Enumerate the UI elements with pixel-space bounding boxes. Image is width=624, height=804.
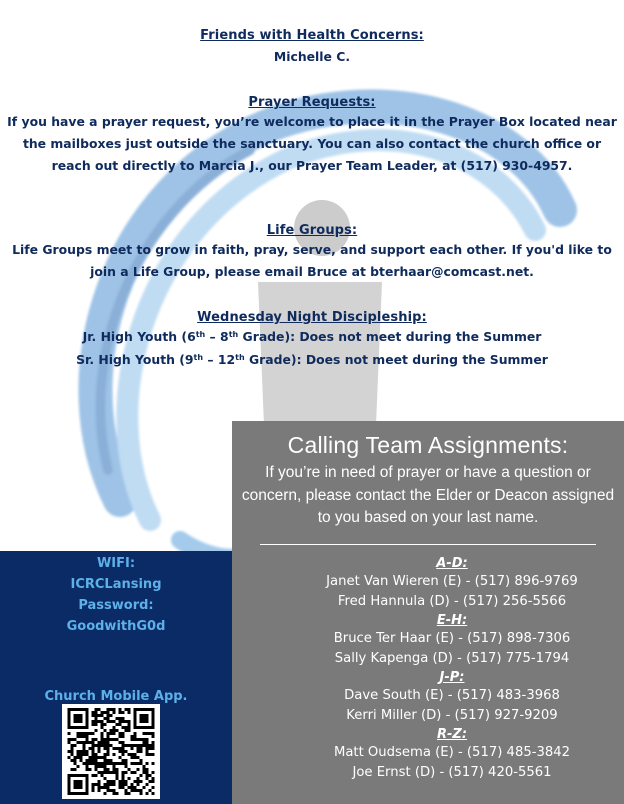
group-label-e-h: E-H:: [436, 612, 468, 628]
prayer-requests-text: If you have a prayer request, you’re welcome to place it in the Prayer Box located near the mailboxes just outside the sanctuary. You can also contact the church office or reach out directly to Marcia J., our Prayer Team Leader, at (517) 930-4957.: [7, 114, 617, 173]
wifi-password-label: Password:: [78, 598, 154, 613]
church-app-label: Church Mobile App.: [44, 689, 188, 704]
health-concerns-heading: Friends with Health Concerns:: [200, 28, 424, 43]
wifi-password: GoodwithG0d: [66, 619, 166, 634]
calling-team-intro: If you’re in need of prayer or have a question or concern, please contact the Elder or Deacon assigned to you based on your last name.: [241, 464, 615, 526]
health-concerns-names: Michelle C.: [273, 49, 351, 64]
life-groups-section: [0, 219, 624, 283]
contact-line: Matt Oudsema (E) - (517) 485-3842: [333, 744, 571, 760]
wednesday-discipleship-section: [0, 306, 624, 371]
prayer-requests-section: [0, 91, 624, 177]
contact-line: Fred Hannula (D) - (517) 256-5566: [337, 594, 567, 609]
contact-line: Sally Kapenga (D) - (517) 775-1794: [334, 651, 570, 666]
life-groups-heading: Life Groups:: [266, 223, 358, 238]
wifi-title: WIFI:: [96, 556, 136, 571]
contact-line: Bruce Ter Haar (E) - (517) 898-7306: [333, 630, 571, 646]
contact-line: Kerri Miller (D) - (517) 927-9209: [346, 708, 558, 723]
group-label-j-p: J-P:: [439, 669, 465, 685]
group-label-a-d: A-D:: [436, 555, 468, 571]
qr-code[interactable]: [62, 704, 160, 799]
calling-team-title: Calling Team Assignments:: [287, 432, 569, 458]
qr-code-icon: [66, 708, 156, 795]
prayer-requests-heading: Prayer Requests:: [248, 95, 376, 110]
wifi-network: ICRCLansing: [70, 577, 162, 592]
wednesday-discipleship-heading: Wednesday Night Discipleship:: [197, 310, 427, 325]
divider: [260, 544, 596, 545]
wifi-info-box: [0, 551, 232, 804]
contact-line: Joe Ernst (D) - (517) 420-5561: [352, 765, 552, 780]
health-concerns-section: [0, 24, 624, 68]
life-groups-text: Life Groups meet to grow in faith, pray, serve, and support each other. If you'd like to join a Life Group, please email Bruce at bterhaar@comcast.net.: [12, 242, 612, 279]
contact-line: Janet Van Wieren (E) - (517) 896-9769: [326, 573, 578, 589]
calling-groups: [232, 556, 624, 784]
contact-line: Dave South (E) - (517) 483-3968: [344, 687, 560, 703]
group-label-r-z: R-Z:: [436, 726, 468, 742]
calling-team-panel: [232, 421, 624, 804]
jr-high-youth-line: Jr. High Youth (6th – 8th Grade): Does not meet during the Summer: [82, 329, 542, 344]
sr-high-youth-line: Sr. High Youth (9th – 12th Grade): Does not meet during the Summer: [76, 352, 548, 367]
